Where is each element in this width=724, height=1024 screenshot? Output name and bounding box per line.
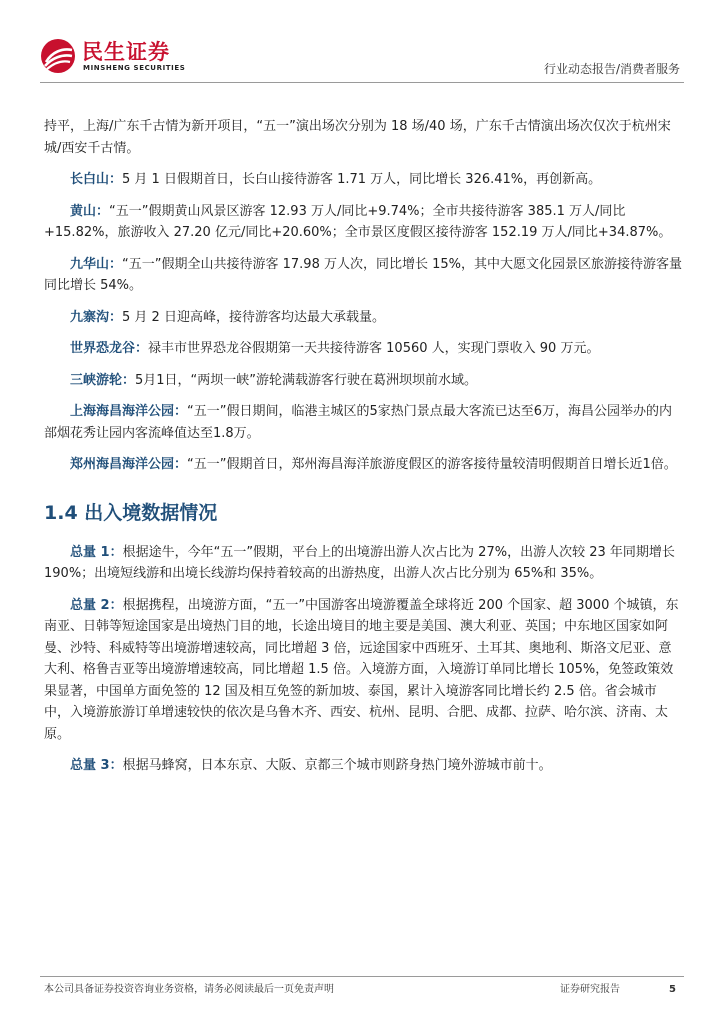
report-category: 行业动态报告/消费者服务 <box>543 62 680 76</box>
paragraph-jiuzhaigou <box>44 307 682 329</box>
paragraph-text: 5月1日，“两坝一峡”游轮满载游客行驶在葛洲坝坝前水域。 <box>135 372 478 388</box>
minsheng-logo <box>40 38 190 78</box>
header-divider <box>40 82 684 83</box>
paragraph-total-2 <box>44 595 682 746</box>
paragraph-lead: 黄山： <box>70 203 110 219</box>
page-number: 5 <box>669 984 676 995</box>
paragraph-zhengzhou-haichang <box>44 454 682 476</box>
minsheng-logo-icon <box>40 38 76 74</box>
paragraph-dinosaur-valley <box>44 338 682 360</box>
paragraph-lead: 世界恐龙谷： <box>70 341 149 356</box>
paragraph-lead: 郑州海昌海洋公园： <box>70 457 188 472</box>
paragraph-text: 根据途牛，今年“五一”假期，平台上的出境游出游人次占比为 27%，出游人次较 23 年同期增长 190%；出境短线游和出境长线游均保持着较高的出游热度，出游人次占比分别为 65%和 35%。 <box>44 544 675 581</box>
document-body <box>44 116 682 787</box>
footer-divider <box>40 976 684 977</box>
brand-name-cn: 民生证券 <box>82 40 170 64</box>
paragraph-text: “五一”假日期间，临港主城区的5家热门景点最大客流已达至6万，海昌公园举办的内部烟花秀让园内客流峰值达至1.8万。 <box>44 404 673 441</box>
paragraph-text: 根据马蜂窝，日本东京、大阪、京都三个城市则跻身热门境外游城市前十。 <box>122 758 552 773</box>
brand-name-en: MINSHENG SECURITIES <box>83 64 186 72</box>
paragraph-text: “五一”假期全山共接待游客 17.98 万人次，同比增长 15%，其中大愿文化园景区旅游接待游客量同比增长 54%。 <box>44 256 682 293</box>
paragraph-changbaishan <box>44 169 682 191</box>
paragraph-total-3 <box>44 755 682 777</box>
paragraph-lead: 总量 1： <box>70 544 123 560</box>
paragraph-huangshan <box>44 201 682 244</box>
paragraph-lead: 长白山： <box>70 172 123 187</box>
paragraph-shanghai-haichang <box>44 401 682 444</box>
paragraph-lead: 九华山： <box>70 256 123 272</box>
page-header <box>0 0 724 84</box>
section-title: 1.4 出入境数据情况 <box>44 501 218 524</box>
footer-doc-type: 证券研究报告 <box>560 984 620 995</box>
paragraph-lead: 总量 3： <box>70 758 123 773</box>
paragraph-text: “五一”假期首日，郑州海昌海洋旅游度假区的游客接待量较清明假期首日增长近1倍。 <box>187 457 677 472</box>
paragraph-total-1 <box>44 542 682 585</box>
paragraph-lead: 三峡游轮： <box>70 372 136 388</box>
paragraph-lead: 上海海昌海洋公园： <box>70 404 188 419</box>
paragraph-text: 5 月 1 日假期首日，长白山接待游客 1.71 万人，同比增长 326.41%，再创新高。 <box>122 172 602 187</box>
paragraph-three-gorges-cruise <box>44 370 682 392</box>
intro-paragraph: 持平，上海/广东千古情为新开项目，“五一”演出场次分别为 18 场/40 场，广东千古情演出场次仅次于杭州宋城/西安千古情。 <box>44 119 671 156</box>
paragraph-text: “五一”假期黄山风景区游客 12.93 万人/同比+9.74%；全市共接待游客 385.1 万人/同比+15.82%，旅游收入 27.20 亿元/同比+20.60%；全市景区度假区接待游客 152.19 万人/同比+34.87%。 <box>44 203 672 240</box>
paragraph-jiuhuashan <box>44 254 682 297</box>
footer-disclaimer: 本公司具备证券投资咨询业务资格，请务必阅读最后一页免责声明 <box>44 984 334 995</box>
paragraph-text: 根据携程，出境游方面，“五一”中国游客出境游覆盖全球将近 200 个国家、超 3000 个城镇，东南亚、日韩等短途国家是出境热门目的地，长途出境目的地主要是美国、澳大利亚、英国；中东地区国家如阿曼、沙特、科威特等出境游增速较高，同比增超 3 倍，远途国家中西班牙、土耳其、奥地利、斯洛文尼亚、意大利、格鲁吉亚等出境游增速较高，同比增超 1.5 倍。入境游方面，入境游订单同比增长 105%，免签政策效果显著，中国单方面免签的 12 国及相互免签的新加坡、泰国，累计入境游客同比增长约 2.5 倍。省会城市中，入境游旅游订单增速较快的依次是乌鲁木齐、西安、杭州、昆明、合肥、成都、拉萨、哈尔滨、济南、太原。 <box>44 597 679 742</box>
paragraph-text: 禄丰市世界恐龙谷假期第一天共接待游客 10560 人，实现门票收入 90 万元。 <box>148 341 600 356</box>
paragraph-text: 5 月 2 日迎高峰，接待游客均达最大承载量。 <box>122 309 385 325</box>
paragraph-lead: 总量 2： <box>70 597 123 613</box>
paragraph-lead: 九寨沟： <box>70 309 123 325</box>
